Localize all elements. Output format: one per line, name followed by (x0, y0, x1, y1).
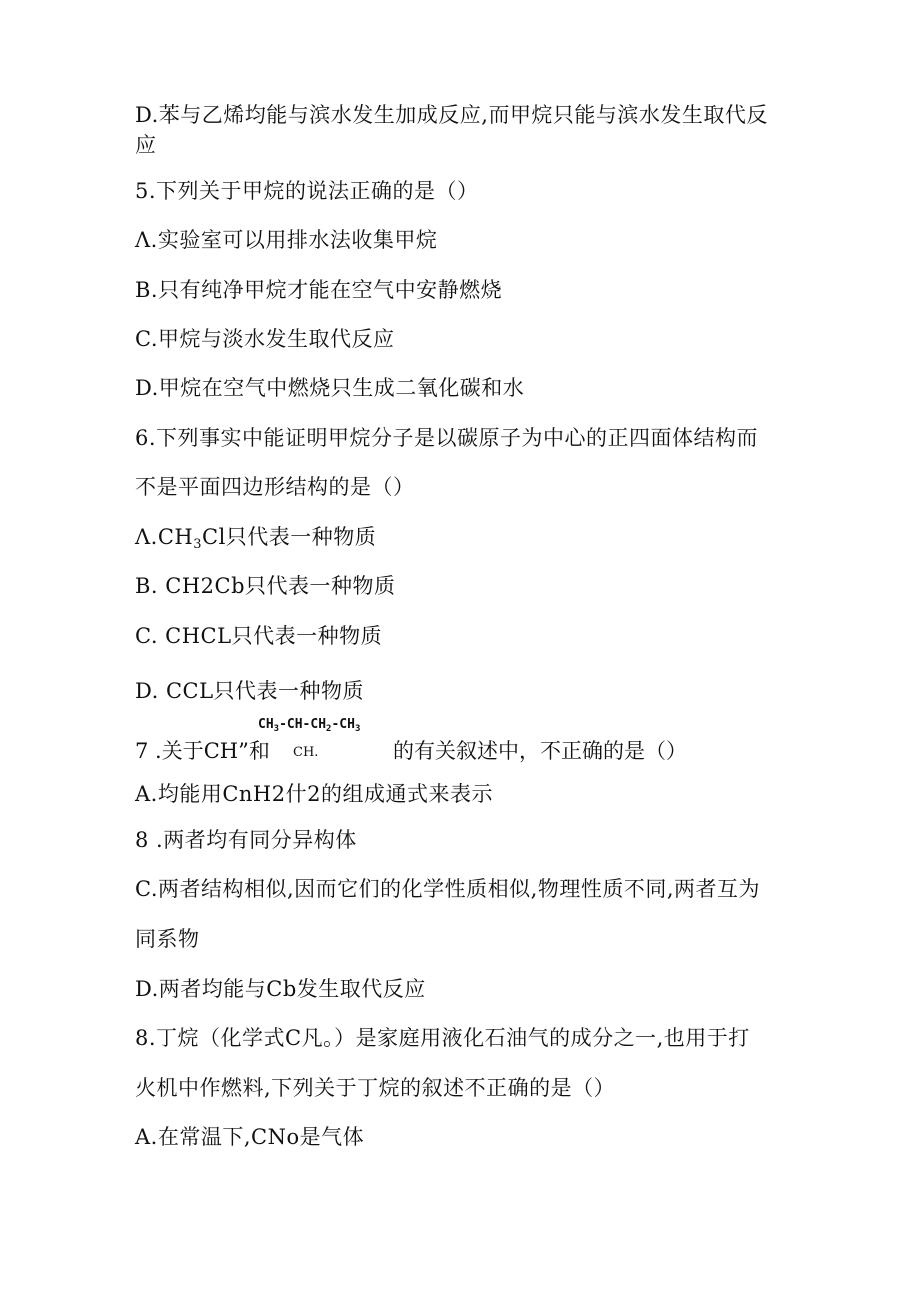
formula-part: -CH (331, 717, 355, 732)
question-8-cont: 火机中作燃料,下列关于丁烷的叙述不正确的是（） (135, 1076, 616, 1100)
q7-option-a: A.均能用CnH2什2的组成通式来表示 (135, 782, 493, 806)
formula-part: CH (258, 717, 274, 732)
q6-option-a (135, 527, 376, 551)
question-5: 5.下列关于甲烷的说法正确的是（） (135, 179, 479, 203)
question-7-start: 7 .关于CH”和 (135, 739, 270, 763)
line-d-option: D.苯与乙烯均能与滨水发生加成反应,而甲烷只能与滨水发生取代反 (135, 103, 768, 127)
butane-formula (258, 717, 360, 734)
question-6-cont: 不是平面四边形结构的是（） (135, 475, 415, 499)
formula-part: -CH-CH (279, 717, 327, 732)
q6-option-a-suffix: Cl只代表一种物质 (202, 525, 377, 549)
q5-option-a: Λ.实验室可以用排水法收集甲烷 (135, 228, 438, 252)
q6-option-a-prefix: Λ.CH (135, 525, 194, 549)
question-7-end: 的有关叙述中，不正确的是（） (393, 739, 687, 763)
q5-option-c: C.甲烷与淡水发生取代反应 (135, 327, 395, 351)
q6-option-b: B. CH2Cb只代表一种物质 (135, 574, 396, 598)
formula-subscript: 3 (354, 724, 361, 734)
q7-option-d: D.两者均能与Cb发生取代反应 (135, 977, 426, 1001)
q7-option-b: 8 .两者均有同分异构体 (135, 828, 357, 852)
question-7-ch: CH. (293, 745, 319, 760)
formula-subscript: 2 (326, 724, 332, 734)
q7-option-c-cont: 同系物 (135, 927, 200, 951)
question-8: 8.丁烷（化学式C凡。）是家庭用液化石油气的成分之一,也用于打 (135, 1026, 750, 1050)
q6-option-c: C. CHCL只代表一种物质 (135, 624, 383, 648)
q7-option-c: C.两者结构相似,因而它们的化学性质相似,物理性质不同,两者互为 (135, 877, 761, 901)
q5-option-b: B.只有纯净甲烷才能在空气中安静燃烧 (135, 278, 503, 302)
q8-option-a: A.在常温下,CNo是气体 (135, 1125, 365, 1149)
q5-option-d: D.甲烷在空气中燃烧只生成二氧化碳和水 (135, 376, 525, 400)
formula-subscript: 3 (273, 724, 280, 734)
q6-option-d: D. CCL只代表一种物质 (135, 679, 365, 703)
q6-option-a-subscript: 3 (193, 537, 203, 552)
question-6: 6.下列事实中能证明甲烷分子是以碳原子为中心的正四面体结构而 (135, 426, 759, 450)
line-d-option-cont: 应 (135, 133, 157, 157)
